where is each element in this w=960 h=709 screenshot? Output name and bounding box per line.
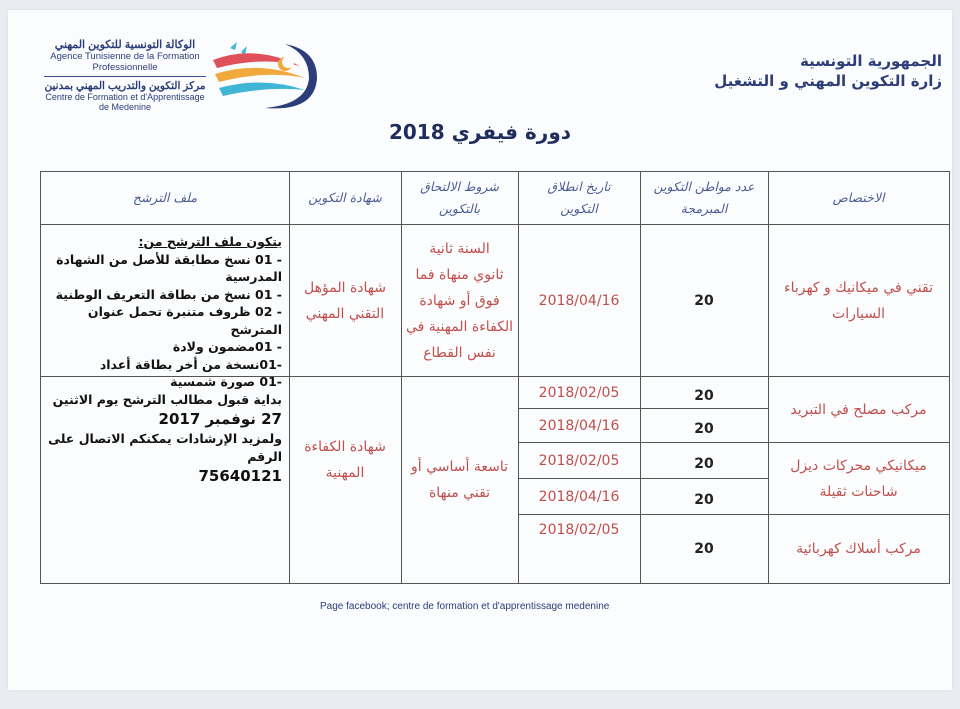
specialty-diesel-mechanic (768, 443, 949, 514)
center-name-fr-line1: Centre de Formation et d'Apprentissage (45, 92, 205, 102)
file-item: - 01 نسخ مطابقة للأصل من الشهادة (56, 251, 282, 267)
header-specialty: الاختصاص (832, 190, 885, 205)
application-file-cell (41, 225, 289, 583)
file-item: المدرسية (225, 269, 282, 284)
seats-value: 20 (694, 541, 714, 557)
start-date-value: 2018/04/16 (538, 488, 620, 505)
center-name-fr-line2: de Medenine (98, 102, 152, 112)
specialty-line1: ميكانيكي محركات ديزل (790, 457, 927, 474)
specialty-line2: شاحنات ثقيلة (819, 483, 898, 500)
page-title: دورة فيفري 2018 (388, 120, 572, 144)
conditions-line: تاسعة أساسي أو (411, 459, 508, 475)
header-start-date (518, 172, 640, 224)
training-table (40, 171, 950, 584)
contact-phone: 75640121 (198, 467, 282, 485)
certificate-bottom (289, 377, 401, 583)
certificate-line: شهادة المؤهل (304, 279, 386, 296)
header-start-line2: التكوين (560, 201, 598, 216)
certificate-line: التقني المهني (305, 305, 385, 322)
agency-name-ar: الوكالة التونسية للتكوين المهني (54, 39, 196, 51)
agency-name-fr-line2: Professionnelle (92, 62, 158, 73)
certificate-line: شهادة الكفاءة (304, 439, 386, 455)
header-conditions-line1: شروط الالتحاق (420, 179, 499, 194)
seats-value: 20 (694, 387, 714, 404)
file-item: - 02 ظروف متنبرة تحمل عنوان المترشح (87, 304, 282, 337)
file-item: - 01مضمون ولادة (172, 339, 282, 354)
center-name-ar: مركز التكوين والتدريب المهني بمدنين (44, 80, 206, 92)
file-item: -01 صورة شمسية (170, 374, 282, 389)
specialty-electrical-wiring: مركب أسلاك كهربائية (796, 541, 921, 557)
certificate-line: المهنية (325, 465, 365, 481)
header-seats (640, 172, 768, 224)
start-date-value: 2018/04/16 (538, 292, 620, 309)
application-start-date: 27 نوفمبر 2017 (158, 410, 282, 428)
header-file: ملف الترشح (132, 190, 198, 205)
header-seats-line1: عدد مواطن التكوين (653, 179, 755, 194)
republic-name: الجمهورية التونسية (800, 52, 942, 70)
contact-info-line: ولمزيد الإرشادات يمكنكم الاتصال على الرقم (48, 431, 282, 464)
atfp-logo-icon (205, 38, 327, 120)
ministry-name: زارة التكوين المهني و التشغيل (714, 72, 942, 90)
start-date-value: 2018/02/05 (538, 452, 620, 469)
seats-value: 20 (694, 420, 714, 437)
seats-value: 20 (694, 491, 714, 508)
facebook-footer: Page facebook; centre de formation et d'apprentissage medenine (320, 601, 610, 612)
agency-header (30, 38, 220, 112)
seats-value: 20 (694, 455, 714, 472)
header-conditions (401, 172, 518, 224)
start-date-value: 2018/02/05 (538, 384, 620, 401)
conditions-bottom (401, 377, 518, 583)
specialty-mechanic-electric (768, 225, 949, 376)
file-heading: يتكون ملف الترشح من: (138, 234, 282, 249)
file-item: -01نسخة من أخر بطاقة أعداد (99, 356, 282, 372)
header-divider (44, 76, 206, 77)
agency-name-fr-line1: Agence Tunisienne de la Formation (50, 51, 200, 62)
certificate-top (289, 225, 401, 376)
conditions-line: السنة ثانية (429, 240, 490, 257)
specialty-refrigeration: مركب مصلح في التبريد (790, 401, 927, 418)
start-date-value: 2018/04/16 (538, 417, 620, 434)
file-item: - 01 نسخ من بطاقة التعريف الوطنية (55, 286, 282, 302)
specialty-line2: السيارات (832, 305, 885, 322)
header-conditions-line2: بالتكوين (438, 201, 481, 216)
application-start-line: بداية قبول مطالب الترشح يوم الاثنين (52, 391, 282, 407)
conditions-line: فوق أو شهادة (419, 292, 500, 309)
application-file-text (41, 225, 290, 585)
conditions-line: ثانوي منهاة فما (415, 266, 504, 283)
specialty-line1: تقني في ميكانيك و كهرباء (783, 279, 934, 296)
header-start-line1: تاريخ انطلاق (547, 179, 611, 194)
header-certificate: شهادة التكوين (308, 190, 382, 205)
conditions-line: الكفاءة المهنية في (405, 318, 514, 335)
seats-value: 20 (694, 292, 714, 309)
conditions-line: نفس القطاع (423, 344, 496, 361)
conditions-top (401, 225, 518, 376)
conditions-line: تقني منهاة (428, 485, 491, 501)
header-seats-line2: المبرمجة (680, 201, 728, 216)
start-date-value: 2018/02/05 (538, 522, 620, 538)
ministry-header (714, 52, 942, 90)
